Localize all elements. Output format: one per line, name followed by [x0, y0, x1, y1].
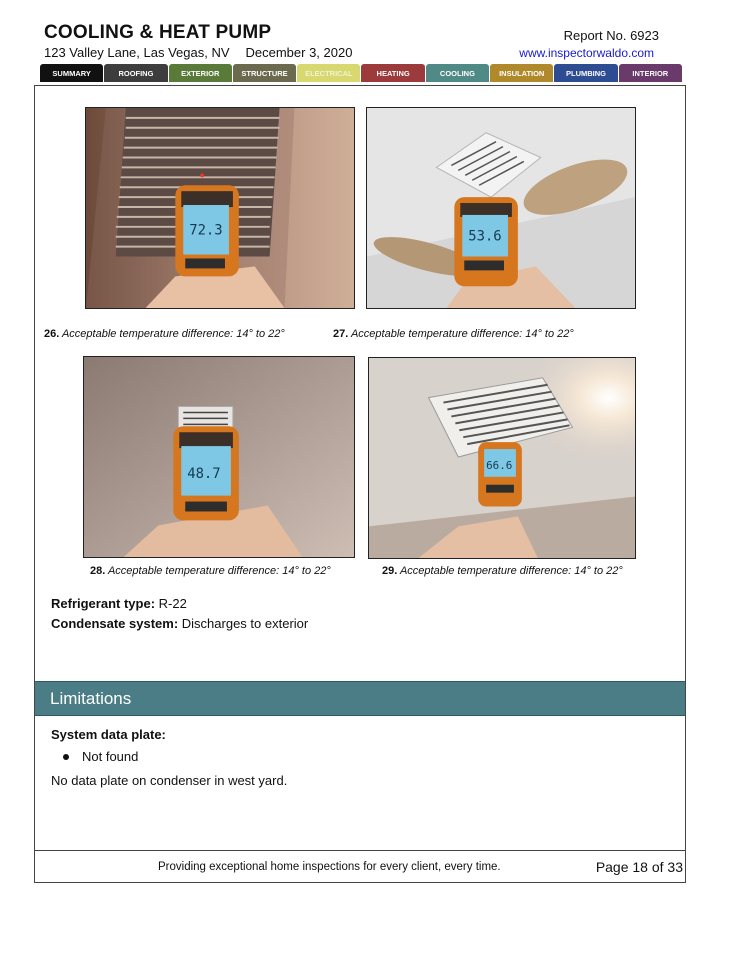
tab-label: COOLING — [439, 68, 475, 78]
condensate-label: Condensate system: — [51, 616, 179, 631]
bullet-item — [63, 749, 138, 764]
caption-29 — [382, 565, 623, 577]
website-link[interactable]: www.inspectorwaldo.com — [519, 46, 654, 60]
tab-label: STRUCTURE — [241, 68, 288, 78]
caption-text: Acceptable temperature difference: 14° to 22° — [399, 565, 623, 577]
limitation-note: No data plate on condenser in west yard. — [51, 773, 288, 788]
caption-27 — [333, 328, 574, 340]
tab-roofing[interactable] — [104, 64, 167, 82]
caption-text: Acceptable temperature difference: 14° to 22° — [350, 328, 574, 340]
tab-label: EXTERIOR — [181, 68, 220, 78]
section-tabs — [40, 64, 682, 82]
reading-27: 53.6 — [468, 228, 502, 245]
refrigerant-value: R-22 — [158, 596, 187, 611]
tab-label: SUMMARY — [52, 68, 91, 78]
refrigerant-label: Refrigerant type: — [51, 596, 156, 611]
caption-number: 29. — [382, 565, 398, 577]
address-line — [44, 45, 352, 60]
section-title: COOLING & HEAT PUMP — [44, 22, 272, 43]
tab-plumbing[interactable] — [554, 64, 617, 82]
caption-number: 26. — [44, 328, 60, 340]
tab-label: ELECTRICAL — [305, 68, 353, 78]
photo-26 — [85, 107, 355, 309]
tab-structure[interactable] — [233, 64, 296, 82]
refrigerant-type — [51, 596, 187, 611]
photo-29 — [368, 357, 636, 559]
photo-28 — [83, 356, 355, 558]
tab-label: INSULATION — [499, 68, 545, 78]
footer-tagline: Providing exceptional home inspections for every client, every time. — [158, 861, 501, 873]
tab-label: HEATING — [376, 68, 410, 78]
condensate-system — [51, 616, 308, 631]
footer-divider — [35, 850, 685, 851]
caption-26 — [44, 328, 285, 340]
tab-label: INTERIOR — [632, 68, 669, 78]
condensate-value: Discharges to exterior — [181, 616, 309, 631]
reading-28: 48.7 — [187, 465, 221, 482]
bullet-text: Not found — [82, 749, 139, 764]
tab-label: PLUMBING — [566, 68, 607, 78]
property-address: 123 Valley Lane, Las Vegas, NV — [44, 45, 230, 60]
tab-exterior[interactable] — [169, 64, 232, 82]
caption-number: 27. — [333, 328, 349, 340]
limitations-bar — [35, 681, 685, 716]
system-data-plate-label: System data plate: — [51, 727, 166, 742]
caption-text: Acceptable temperature difference: 14° to 22° — [61, 328, 285, 340]
tab-summary[interactable] — [40, 64, 103, 82]
tab-heating[interactable] — [361, 64, 424, 82]
caption-28 — [90, 565, 331, 577]
report-number: Report No. 6923 — [563, 28, 659, 43]
limitations-heading: Limitations — [50, 689, 132, 708]
tab-insulation[interactable] — [490, 64, 553, 82]
tab-label: ROOFING — [118, 68, 154, 78]
bullet-icon — [63, 754, 69, 760]
caption-number: 28. — [90, 565, 106, 577]
tab-electrical[interactable] — [297, 64, 360, 82]
inspection-date: December 3, 2020 — [245, 45, 353, 60]
tab-cooling[interactable] — [426, 64, 489, 82]
caption-text: Acceptable temperature difference: 14° to 22° — [107, 565, 331, 577]
photo-27 — [366, 107, 636, 309]
reading-29: 66.6 — [486, 458, 513, 472]
tab-interior[interactable] — [619, 64, 682, 82]
reading-26: 72.3 — [189, 222, 223, 239]
page-number: Page 18 of 33 — [595, 859, 683, 875]
